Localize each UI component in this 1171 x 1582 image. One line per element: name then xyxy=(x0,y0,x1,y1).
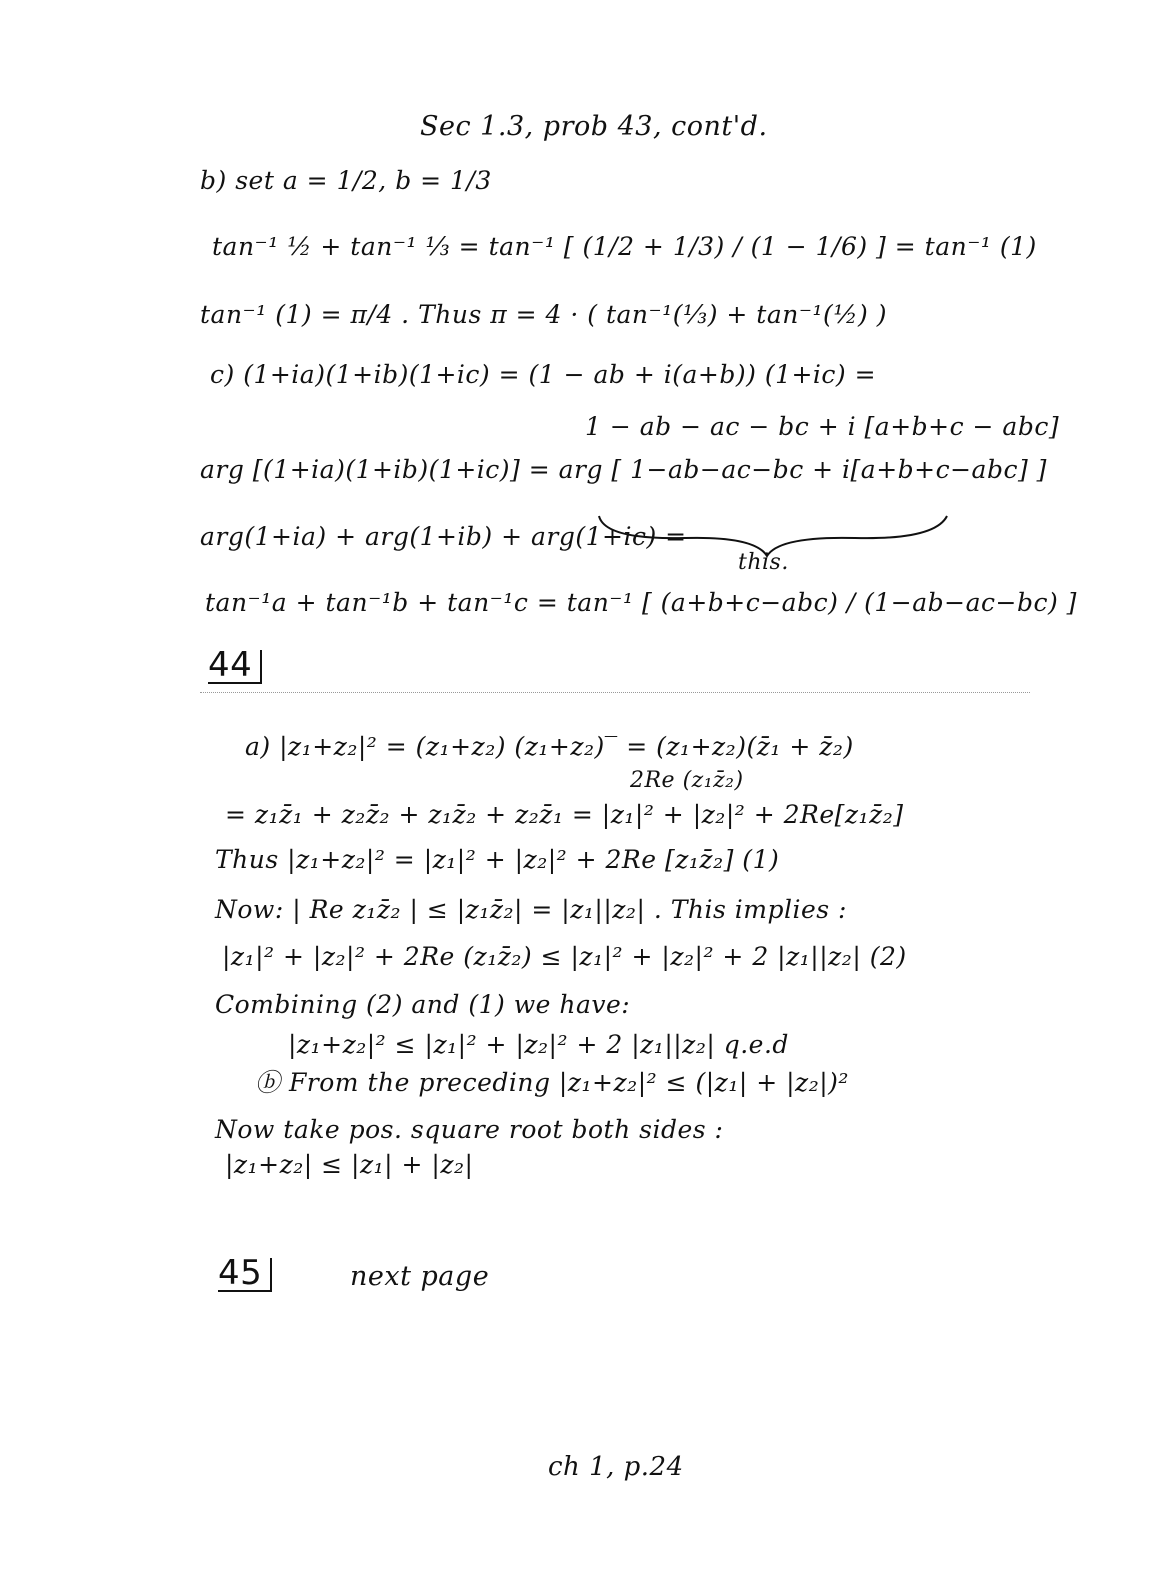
p44-b-line-2: Now take pos. square root both sides : xyxy=(215,1115,724,1144)
problem-44-label: 44 xyxy=(208,650,262,684)
p44-a-line-6: Combining (2) and (1) we have: xyxy=(215,990,631,1019)
part-c-line-3: arg [(1+ia)(1+ib)(1+ic)] = arg [ 1−ab−ac−bc + i[a+b+c−abc] ] xyxy=(200,455,1047,484)
p44-a-line-7: |z₁+z₂|² ≤ |z₁|² + |z₂|² + 2 |z₁||z₂| q.e.d xyxy=(288,1030,789,1059)
p44-a-annotation: 2Re (z₁z̄₂) xyxy=(630,768,744,793)
p44-b-line-1: ⓑ From the preceding |z₁+z₂|² ≤ (|z₁| + |z₂|)² xyxy=(255,1068,849,1097)
part-c-line-1: c) (1+ia)(1+ib)(1+ic) = (1 − ab + i(a+b)) (1+ic) = xyxy=(210,360,877,389)
p44-a-line-4: Now: | Re z₁z̄₂ | ≤ |z₁z̄₂| = |z₁||z₂| . This implies : xyxy=(215,895,847,924)
part-b-line-3: tan⁻¹ (1) = π/4 . Thus π = 4 · ( tan⁻¹(⅓) + tan⁻¹(½) ) xyxy=(200,300,887,329)
page-footer: ch 1, p.24 xyxy=(548,1452,684,1482)
p44-a-line-2: = z₁z̄₁ + z₂z̄₂ + z₁z̄₂ + z₂z̄₁ = |z₁|² + |z₂|² + 2Re[z₁z̄₂] xyxy=(225,800,904,829)
p44-a-line-1: a) |z₁+z₂|² = (z₁+z₂) (z₁+z₂)‾ = (z₁+z₂)(z̄₁ + z̄₂) xyxy=(245,732,854,761)
problem-45-label: 45 xyxy=(218,1258,272,1292)
p44-a-line-5: |z₁|² + |z₂|² + 2Re (z₁z̄₂) ≤ |z₁|² + |z₂|² + 2 |z₁||z₂| (2) xyxy=(222,942,907,971)
p44-b-line-3: |z₁+z₂| ≤ |z₁| + |z₂| xyxy=(225,1150,474,1179)
part-c-line-4: arg(1+ia) + arg(1+ib) + arg(1+ic) = xyxy=(200,522,687,551)
part-c-line-5: tan⁻¹a + tan⁻¹b + tan⁻¹c = tan⁻¹ [ (a+b+c−abc) / (1−ab−ac−bc) ] xyxy=(205,588,1077,617)
brace-annotation: this. xyxy=(738,550,789,575)
p44-a-line-3: Thus |z₁+z₂|² = |z₁|² + |z₂|² + 2Re [z₁z̄₂] (1) xyxy=(215,845,780,874)
next-page-note: next page xyxy=(350,1261,490,1292)
part-b-line-1: b) set a = 1/2, b = 1/3 xyxy=(200,166,492,195)
part-c-line-2: 1 − ab − ac − bc + i [a+b+c − abc] xyxy=(585,412,1060,441)
faint-scan-rule xyxy=(200,692,1030,693)
page-title: Sec 1.3, prob 43, cont'd. xyxy=(420,111,768,142)
part-b-line-2: tan⁻¹ ½ + tan⁻¹ ⅓ = tan⁻¹ [ (1/2 + 1/3) / (1 − 1/6) ] = tan⁻¹ (1) xyxy=(212,232,1037,261)
